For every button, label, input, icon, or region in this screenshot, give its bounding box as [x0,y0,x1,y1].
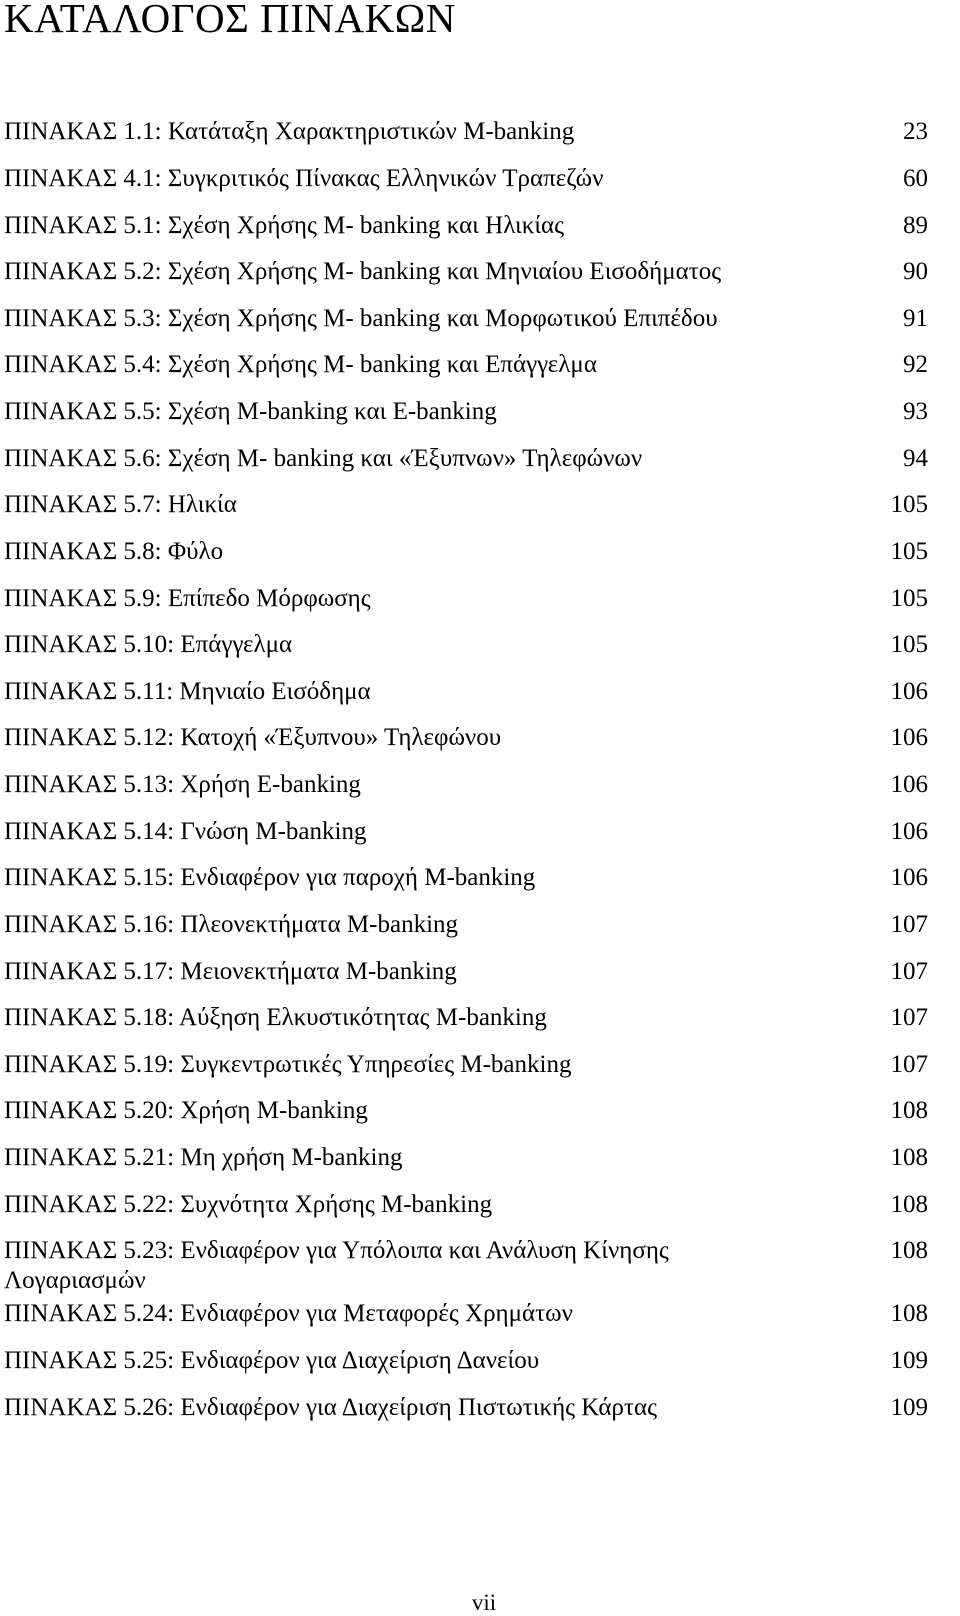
entry-label: ΠΙΝΑΚΑΣ 5.20: Χρήση M-banking [4,1097,368,1124]
entry-page: 23 [903,118,928,145]
entry-label: ΠΙΝΑΚΑΣ 5.11: Μηνιαίο Εισόδημα [4,678,371,705]
entry-label: ΠΙΝΑΚΑΣ 5.1: Σχέση Χρήσης Μ- banking και Ηλικίας [4,212,565,239]
entry-label: ΠΙΝΑΚΑΣ 5.2: Σχέση Χρήσης Μ- banking και Μηνιαίου Εισοδήματος [4,258,722,285]
entry-page: 108 [890,1144,928,1171]
entry-page: 105 [890,538,928,565]
entry-label: ΠΙΝΑΚΑΣ 5.5: Σχέση M-banking και E-banking [4,398,497,425]
entry-label: ΠΙΝΑΚΑΣ 5.26: Ενδιαφέρον για Διαχείριση Πιστωτικής Κάρτας [4,1394,658,1421]
entry-page: 60 [903,165,928,192]
entry-page: 106 [890,771,928,798]
entry-page: 109 [890,1347,928,1374]
entry-page: 91 [903,305,928,332]
entry-page: 108 [890,1097,928,1124]
entry-page: 109 [890,1394,928,1421]
entry-label: ΠΙΝΑΚΑΣ 5.7: Ηλικία [4,491,237,518]
entry-label: ΠΙΝΑΚΑΣ 5.23: Ενδιαφέρον για Υπόλοιπα και Ανάλυση Κίνησης Λογαριασμών [4,1237,669,1294]
entry-label: ΠΙΝΑΚΑΣ 1.1: Κατάταξη Χαρακτηριστικών M-banking [4,118,575,145]
entry-page: 107 [890,1051,928,1078]
entry-page: 106 [890,864,928,891]
entry-page: 107 [890,911,928,938]
entry-label: ΠΙΝΑΚΑΣ 5.14: Γνώση M-banking [4,818,367,845]
entry-page: 106 [890,678,928,705]
entry-label: ΠΙΝΑΚΑΣ 5.16: Πλεονεκτήματα M-banking [4,911,459,938]
entry-label: ΠΙΝΑΚΑΣ 5.18: Αύξηση Ελκυστικότητας M-banking [4,1004,547,1031]
entry-label: ΠΙΝΑΚΑΣ 5.15: Ενδιαφέρον για παροχή M-banking [4,864,536,891]
entry-label: ΠΙΝΑΚΑΣ 5.6: Σχέση Μ- banking και «Έξυπνων» Τηλεφώνων [4,445,643,472]
entry-page: 90 [903,258,928,285]
page-number: vii [471,1590,497,1615]
entry-label: ΠΙΝΑΚΑΣ 5.8: Φύλο [4,538,224,565]
entry-label: ΠΙΝΑΚΑΣ 5.19: Συγκεντρωτικές Υπηρεσίες M-banking [4,1051,572,1078]
entry-label: ΠΙΝΑΚΑΣ 5.21: Μη χρήση M-banking [4,1144,403,1171]
entry-label: ΠΙΝΑΚΑΣ 4.1: Συγκριτικός Πίνακας Ελληνικών Τραπεζών [4,165,604,192]
entry-label: ΠΙΝΑΚΑΣ 5.3: Σχέση Χρήσης Μ- banking και Μορφωτικού Επιπέδου [4,305,718,332]
entry-label: ΠΙΝΑΚΑΣ 5.24: Ενδιαφέρον για Μεταφορές Χρημάτων [4,1300,573,1327]
entry-label: ΠΙΝΑΚΑΣ 5.9: Επίπεδο Μόρφωσης [4,585,371,612]
entry-page: 105 [890,491,928,518]
entry-label: ΠΙΝΑΚΑΣ 5.12: Κατοχή «Έξυπνου» Τηλεφώνου [4,724,502,751]
entry-label: ΠΙΝΑΚΑΣ 5.17: Μειονεκτήματα M-banking [4,958,457,985]
entry-page: 93 [903,398,928,425]
entry-page: 105 [890,585,928,612]
entry-label: ΠΙΝΑΚΑΣ 5.22: Συχνότητα Χρήσης M-banking [4,1191,493,1218]
entry-label: ΠΙΝΑΚΑΣ 5.25: Ενδιαφέρον για Διαχείριση Δανείου [4,1347,540,1374]
entry-page: 106 [890,724,928,751]
entry-page: 92 [903,351,928,378]
entry-page: 108 [890,1191,928,1218]
entry-page: 107 [890,1004,928,1031]
entry-page: 108 [890,1237,928,1264]
entry-label: ΠΙΝΑΚΑΣ 5.10: Επάγγελμα [4,631,293,658]
page-title: ΚΑΤΑΛΟΓΟΣ ΠΙΝΑΚΩΝ [4,0,456,41]
entry-page: 106 [890,818,928,845]
entry-page: 105 [890,631,928,658]
entry-label: ΠΙΝΑΚΑΣ 5.4: Σχέση Χρήσης Μ- banking και Επάγγελμα [4,351,597,378]
entry-page: 108 [890,1300,928,1327]
entry-label: ΠΙΝΑΚΑΣ 5.13: Χρήση E-banking [4,771,361,798]
entry-page: 89 [903,212,928,239]
entry-page: 94 [903,445,928,472]
entry-page: 107 [890,958,928,985]
